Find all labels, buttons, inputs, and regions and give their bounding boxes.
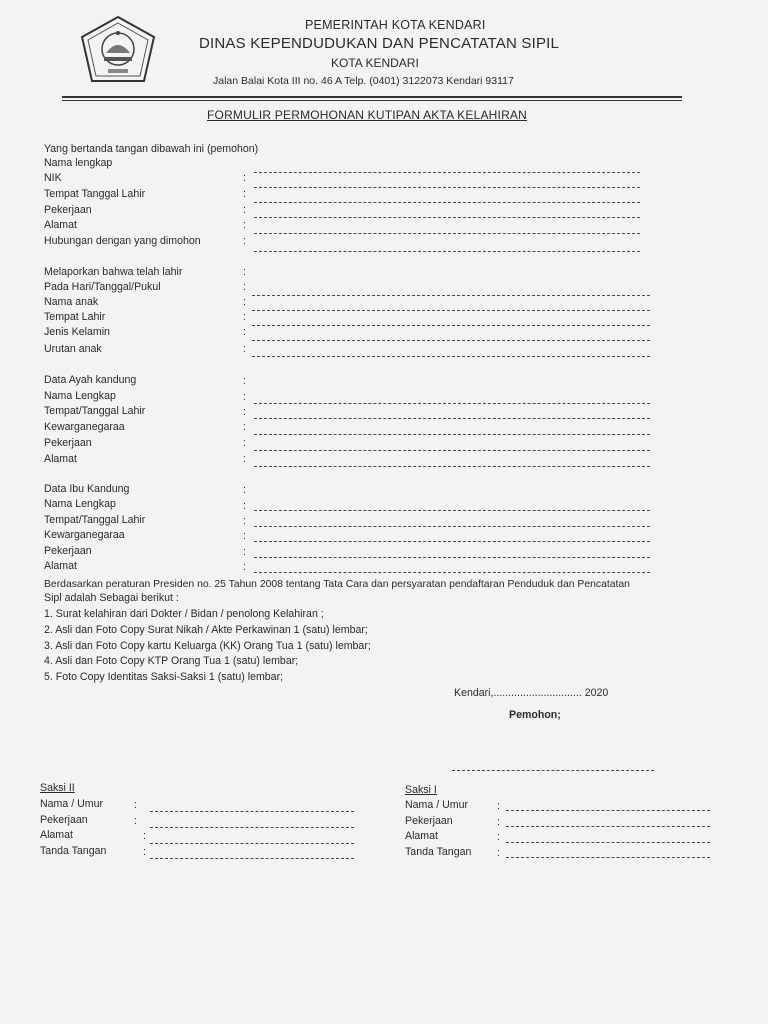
field-label: Nama lengkap <box>44 157 113 169</box>
requirement-item: 2. Asli dan Foto Copy Surat Nikah / Akte Perkawinan 1 (satu) lembar; <box>44 624 368 636</box>
fill-line[interactable] <box>254 202 640 203</box>
field-label: Pekerjaan <box>44 437 92 449</box>
field-colon: : <box>243 515 246 527</box>
field-colon: : <box>243 235 246 247</box>
fill-line[interactable] <box>254 526 650 527</box>
witness-1-title: Saksi I <box>405 784 437 796</box>
mother-intro: Data Ibu Kandung <box>44 483 130 495</box>
field-colon: : <box>243 530 246 542</box>
header-city: KOTA KENDARI <box>331 56 419 70</box>
field-label: Nama Lengkap <box>44 390 116 402</box>
requirement-item: 3. Asli dan Foto Copy kartu Keluarga (KK) Orang Tua 1 (satu) lembar; <box>44 640 371 652</box>
fill-line[interactable] <box>150 827 354 828</box>
field-label: Tempat/Tanggal Lahir <box>44 405 146 417</box>
field-colon: : <box>243 561 246 573</box>
regulation-text-line1: Berdasarkan peraturan Presiden no. 25 Tahun 2008 tentang Tata Cara dan persyaratan pendaftaran Penduduk dan Pencatatan <box>44 579 630 590</box>
header-agency: DINAS KEPENDUDUKAN DAN PENCATATAN SIPIL <box>199 35 560 52</box>
fill-line[interactable] <box>254 403 650 404</box>
fill-line[interactable] <box>254 434 650 435</box>
fill-line[interactable] <box>254 557 650 558</box>
field-label: Kewarganegaraa <box>44 421 125 433</box>
field-colon: : <box>243 391 246 403</box>
fill-line[interactable] <box>254 466 650 467</box>
witness-field-label: Pekerjaan <box>405 815 453 827</box>
fill-line[interactable] <box>254 251 640 252</box>
header-address: Jalan Balai Kota III no. 46 A Telp. (0401) 3122073 Kendari 93117 <box>213 75 514 87</box>
fill-line[interactable] <box>254 418 650 419</box>
field-label: Alamat <box>44 453 77 465</box>
fill-line[interactable] <box>254 510 650 511</box>
requirement-item: 1. Surat kelahiran dari Dokter / Bidan / penolong Kelahiran ; <box>44 608 324 620</box>
field-colon: : <box>243 500 246 512</box>
witness-field-label: Nama / Umur <box>405 799 468 811</box>
witness-field-label: Nama / Umur <box>40 798 103 810</box>
field-label: Jenis Kelamin <box>44 326 110 338</box>
field-label: Tempat Lahir <box>44 311 106 323</box>
field-colon: : <box>243 204 246 216</box>
fill-line[interactable] <box>252 325 650 326</box>
field-colon: : <box>243 188 246 200</box>
field-colon: : <box>243 326 246 338</box>
field-label: Pekerjaan <box>44 545 92 557</box>
field-colon: : <box>243 421 246 433</box>
fill-line[interactable] <box>506 842 710 843</box>
field-label: Nama anak <box>44 296 99 308</box>
fill-line[interactable] <box>254 172 640 173</box>
fill-line[interactable] <box>254 217 640 218</box>
field-colon: : <box>243 172 246 184</box>
fill-line[interactable] <box>506 810 710 811</box>
field-colon: : <box>497 800 500 812</box>
fill-line[interactable] <box>254 233 640 234</box>
fill-line[interactable] <box>252 310 650 311</box>
fill-line[interactable] <box>252 295 650 296</box>
header-government: PEMERINTAH KOTA KENDARI <box>305 18 486 32</box>
fill-line[interactable] <box>150 811 354 812</box>
applicant-intro: Yang bertanda tangan dibawah ini (pemohon) <box>44 143 259 155</box>
field-label: Hubungan dengan yang dimohon <box>44 235 201 247</box>
field-colon: : <box>134 815 137 827</box>
witness-2-title: Saksi II <box>40 782 75 794</box>
applicant-signature-line[interactable] <box>452 770 654 771</box>
field-colon: : <box>243 484 246 496</box>
field-colon: : <box>243 343 246 355</box>
fill-line[interactable] <box>254 572 650 573</box>
fill-line[interactable] <box>254 450 650 451</box>
government-emblem-logo <box>78 15 158 85</box>
field-colon: : <box>134 799 137 811</box>
field-colon: : <box>143 830 146 842</box>
field-colon: : <box>243 437 246 449</box>
fill-line[interactable] <box>254 541 650 542</box>
field-label: Nama Lengkap <box>44 498 116 510</box>
requirement-item: 5. Foto Copy Identitas Saksi-Saksi 1 (satu) lembar; <box>44 671 284 683</box>
field-label: Pekerjaan <box>44 204 92 216</box>
field-label: Tempat/Tanggal Lahir <box>44 514 146 526</box>
place-date: Kendari,.............................. 2020 <box>454 687 609 699</box>
field-label: Tempat Tanggal Lahir <box>44 188 146 200</box>
witness-field-label: Tanda Tangan <box>405 846 472 858</box>
field-colon: : <box>143 846 146 858</box>
field-colon: : <box>243 546 246 558</box>
form-title: FORMULIR PERMOHONAN KUTIPAN AKTA KELAHIRAN <box>207 108 528 122</box>
fill-line[interactable] <box>150 858 354 859</box>
witness-field-label: Pekerjaan <box>40 814 88 826</box>
field-colon: : <box>243 375 246 387</box>
fill-line[interactable] <box>506 826 710 827</box>
field-label: Urutan anak <box>44 343 102 355</box>
father-intro: Data Ayah kandung <box>44 374 137 386</box>
field-label: Pada Hari/Tanggal/Pukul <box>44 281 161 293</box>
field-colon: : <box>243 266 246 278</box>
field-label: Alamat <box>44 219 77 231</box>
fill-line[interactable] <box>506 857 710 858</box>
field-label: Kewarganegaraa <box>44 529 125 541</box>
field-colon: : <box>497 831 500 843</box>
fill-line[interactable] <box>252 340 650 341</box>
regulation-text-line2: Sipl adalah Sebagai berikut : <box>44 592 179 604</box>
field-colon: : <box>243 453 246 465</box>
field-colon: : <box>243 281 246 293</box>
fill-line[interactable] <box>254 187 640 188</box>
field-colon: : <box>497 816 500 828</box>
requirement-item: 4. Asli dan Foto Copy KTP Orang Tua 1 (satu) lembar; <box>44 655 299 667</box>
witness-field-label: Alamat <box>405 830 438 842</box>
field-label: NIK <box>44 172 62 184</box>
fill-line[interactable] <box>252 356 650 357</box>
witness-field-label: Alamat <box>40 829 73 841</box>
witness-field-label: Tanda Tangan <box>40 845 107 857</box>
field-colon: : <box>243 296 246 308</box>
field-colon: : <box>497 847 500 859</box>
header-rule-thin <box>62 100 682 101</box>
applicant-signature-label: Pemohon; <box>509 709 561 721</box>
field-colon: : <box>243 406 246 418</box>
field-label: Alamat <box>44 560 77 572</box>
header-rule-thick <box>62 96 682 98</box>
fill-line[interactable] <box>150 843 354 844</box>
field-colon: : <box>243 219 246 231</box>
birth-intro: Melaporkan bahwa telah lahir <box>44 266 183 278</box>
field-colon: : <box>243 311 246 323</box>
